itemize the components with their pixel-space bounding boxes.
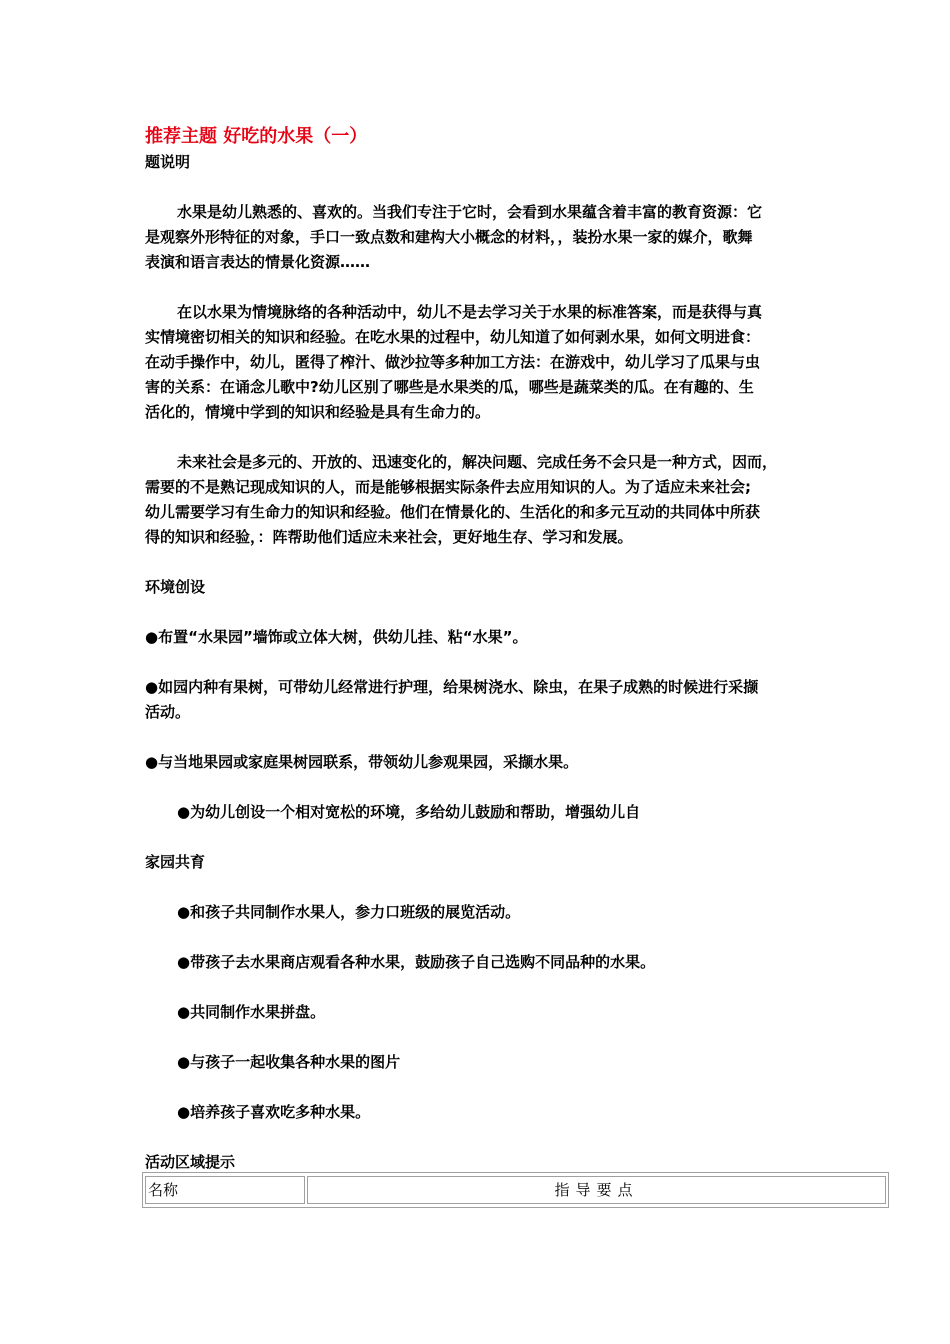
env-item-4: ●为幼儿创设一个相对宽松的环境，多给幼儿鼓励和帮助，增强幼儿自 [177, 803, 641, 821]
env-item-2: ●如园内种有果树，可带幼儿经常进行护理，给果树浇水、除虫，在果子成熟的时候进行采撷 [145, 678, 759, 696]
table-header-name: 名称 [145, 1176, 305, 1204]
para2-line-2: 实情境密切相关的知识和经验。在吃水果的过程中，幼儿知道了如何剥水果，如何文明进食： [145, 328, 761, 346]
home-item-3: ●共同制作水果拼盘。 [177, 1003, 326, 1021]
intro-heading: 题说明 [145, 153, 191, 171]
para2-line-4: 害的关系：在诵念儿歌中?幼儿区别了哪些是水果类的瓜，哪些是蔬菜类的瓜。在有趣的、生 [145, 378, 754, 396]
activity-table [142, 1172, 889, 1208]
para2-line-5: 活化的，情境中学到的知识和经验是具有生命力的。 [145, 403, 491, 421]
home-heading: 家园共育 [145, 853, 206, 871]
para2-line-3: 在动手操作中，幼儿，匿得了榨汁、做沙拉等多种加工方法：在游戏中，幼儿学习了瓜果与虫 [145, 353, 761, 371]
activity-heading: 活动区域提示 [145, 1153, 236, 1171]
home-item-5: ●培养孩子喜欢吃多种水果。 [177, 1103, 371, 1121]
para3-line-2: 需要的不是熟记现成知识的人，而是能够根据实际条件去应用知识的人。为了适应未来社会; [145, 478, 752, 496]
env-item-2-cont: 活动。 [145, 703, 191, 721]
para2-line-1: 在以水果为情境脉络的各种活动中，幼儿不是去学习关于水果的标准答案，而是获得与真 [177, 303, 763, 321]
para3-line-4: 得的知识和经验，：阵帮助他们适应未来社会，更好地生存、学习和发展。 [145, 528, 633, 546]
table-header-guide: 指导要点 [307, 1176, 886, 1204]
home-item-2: ●带孩子去水果商店观看各种水果，鼓励孩子自己选购不同品种的水果。 [177, 953, 656, 971]
home-item-4: ●与孩子一起收集各种水果的图片 [177, 1053, 401, 1071]
env-item-3: ●与当地果园或家庭果树园联系，带领幼儿参观果园，采撷水果。 [145, 753, 579, 771]
para1-line-1: 水果是幼儿熟悉的、喜欢的。当我们专注于它时，会看到水果蕴含着丰富的教育资源：它 [177, 203, 763, 221]
home-item-1: ●和孩子共同制作水果人，参力口班级的展览活动。 [177, 903, 521, 921]
document-title: 推荐主题 好吃的水果（一） [145, 126, 368, 147]
para1-line-2: 是观察外形特征的对象，手口一致点数和建构大小概念的材料，，装扮水果一家的媒介，歌舞 [145, 228, 753, 246]
para3-line-3: 幼儿需要学习有生命力的知识和经验。他们在情景化的、生活化的和多元互动的共同体中所获 [145, 503, 761, 521]
document-body [145, 124, 825, 1175]
para3-line-1: 未来社会是多元的、开放的、迅速变化的，解决问题、完成任务不会只是一种方式，因而， [177, 453, 778, 471]
para1-line-3: 表演和语言表达的情景化资源…… [145, 253, 371, 271]
env-heading: 环境创设 [145, 578, 206, 596]
env-item-1: ●布置“水果园”墙饰或立体大树，供幼儿挂、粘“水果”。 [145, 628, 528, 646]
